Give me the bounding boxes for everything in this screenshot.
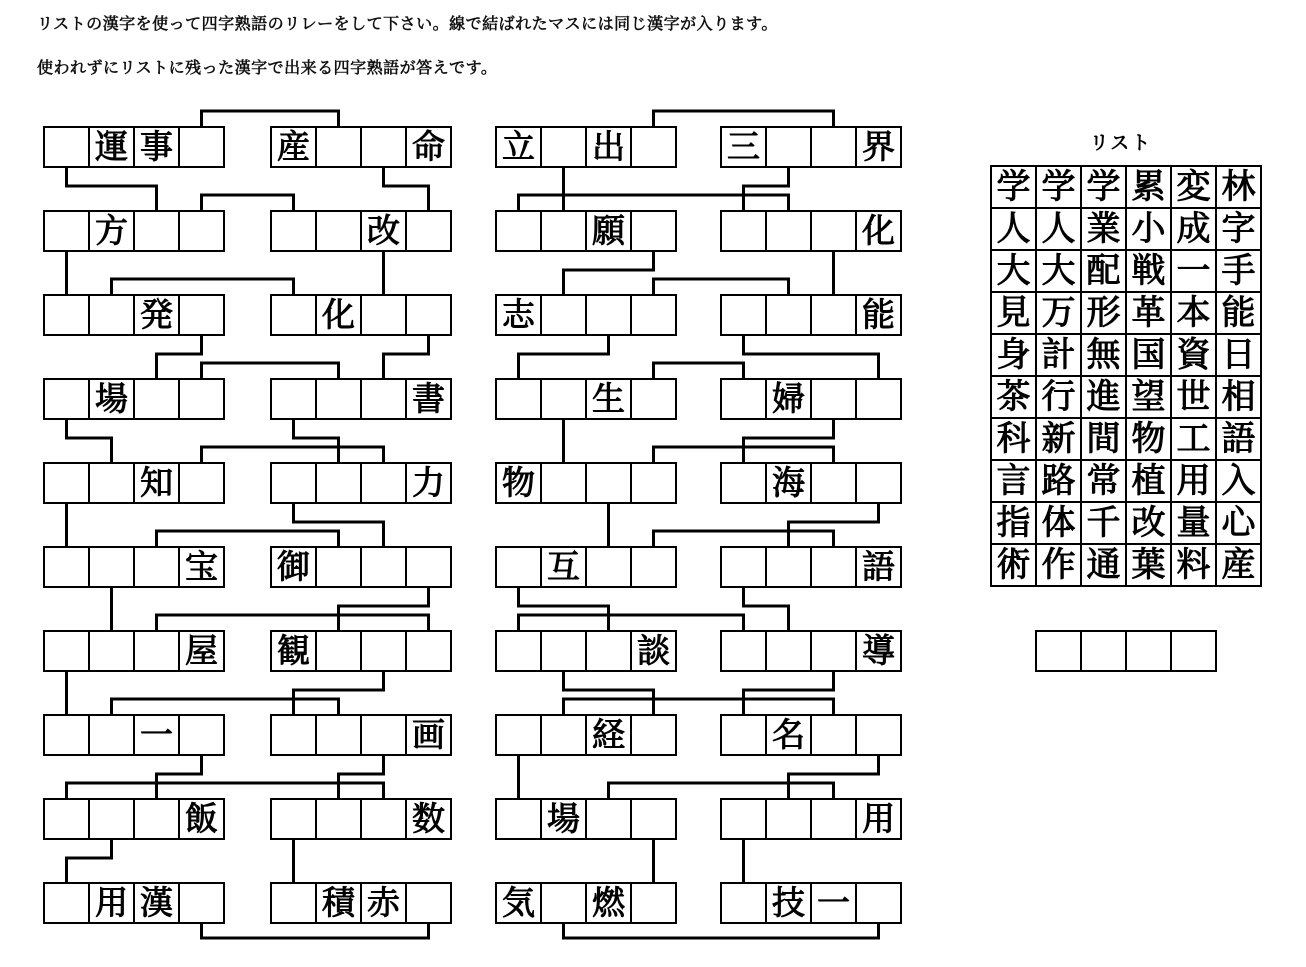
- puzzle-cell: [540, 294, 587, 336]
- connector: [564, 699, 834, 714]
- puzzle-cell: [43, 378, 90, 420]
- puzzle-cell-filled: 一: [810, 882, 857, 924]
- puzzle-cell: [495, 546, 542, 588]
- puzzle-cell-filled: 知: [133, 462, 180, 504]
- list-cell: 心: [1215, 501, 1262, 545]
- connector: [744, 672, 834, 714]
- puzzle-cell: [405, 630, 452, 672]
- puzzle-cell: [88, 546, 135, 588]
- list-cell: 茶: [990, 375, 1037, 419]
- puzzle-cell-filled: 場: [88, 378, 135, 420]
- puzzle-cell: [315, 714, 362, 756]
- connector: [654, 279, 789, 294]
- list-title: リスト: [1089, 132, 1153, 154]
- list-cell: 林: [1215, 165, 1262, 209]
- puzzle-cell: [270, 882, 317, 924]
- puzzle-cell: [630, 210, 677, 252]
- puzzle-cell: [43, 882, 90, 924]
- puzzle-cell: [315, 546, 362, 588]
- connector: [294, 504, 384, 546]
- puzzle-cell: [360, 798, 407, 840]
- puzzle-cell: [43, 462, 90, 504]
- connector: [564, 924, 879, 938]
- connector: [294, 672, 384, 714]
- puzzle-cell: [630, 882, 677, 924]
- list-cell: 物: [1125, 417, 1172, 461]
- connector: [609, 783, 834, 798]
- puzzle-cell: [315, 378, 362, 420]
- list-cell: 学: [1080, 165, 1127, 209]
- puzzle-cell: [630, 294, 677, 336]
- puzzle-cell: [495, 714, 542, 756]
- connector: [67, 783, 384, 798]
- list-cell: 手: [1215, 249, 1262, 293]
- puzzle-cell-filled: 燃: [585, 882, 632, 924]
- puzzle-cell: [855, 882, 902, 924]
- puzzle-cell-filled: 発: [133, 294, 180, 336]
- puzzle-cell-filled: 事: [133, 126, 180, 168]
- list-cell: 相: [1215, 375, 1262, 419]
- puzzle-cell: [315, 462, 362, 504]
- puzzle-cell: [810, 378, 857, 420]
- puzzle-cell: [630, 126, 677, 168]
- connector: [384, 168, 429, 210]
- puzzle-cell: [495, 210, 542, 252]
- puzzle-cell: [585, 294, 632, 336]
- puzzle-cell: [88, 714, 135, 756]
- list-cell: 配: [1080, 249, 1127, 293]
- answer-cell: [1170, 630, 1217, 672]
- puzzle-cell-filled: 改: [360, 210, 407, 252]
- connector: [112, 279, 294, 294]
- puzzle-cell: [43, 126, 90, 168]
- puzzle-cell-filled: 赤: [360, 882, 407, 924]
- list-cell: 能: [1215, 291, 1262, 335]
- puzzle-cell: [315, 798, 362, 840]
- list-cell: 形: [1080, 291, 1127, 335]
- list-cell: 世: [1170, 375, 1217, 419]
- connector: [202, 447, 384, 462]
- list-cell: 本: [1170, 291, 1217, 335]
- puzzle-cell: [630, 798, 677, 840]
- list-cell: 体: [1035, 501, 1082, 545]
- puzzle-cell: [178, 462, 225, 504]
- puzzle-cell: [540, 126, 587, 168]
- puzzle-cell: [810, 210, 857, 252]
- list-cell: 術: [990, 543, 1037, 587]
- list-cell: 言: [990, 459, 1037, 503]
- puzzle-cell: [178, 210, 225, 252]
- puzzle-cell: [43, 210, 90, 252]
- puzzle-cell: [540, 882, 587, 924]
- puzzle-cell: [315, 210, 362, 252]
- connector: [654, 111, 834, 126]
- puzzle-cell-filled: 観: [270, 630, 317, 672]
- puzzle-cell-filled: 生: [585, 378, 632, 420]
- list-cell: 成: [1170, 207, 1217, 251]
- connector: [202, 195, 294, 210]
- puzzle-cell-filled: 飯: [178, 798, 225, 840]
- list-cell: 累: [1125, 165, 1172, 209]
- puzzle-cell: [810, 126, 857, 168]
- puzzle-cell: [43, 294, 90, 336]
- list-cell: 業: [1080, 207, 1127, 251]
- connector: [157, 756, 202, 798]
- puzzle-cell: [810, 294, 857, 336]
- puzzle-cell: [720, 714, 767, 756]
- connector: [654, 531, 834, 546]
- connector: [202, 363, 339, 378]
- list-cell: 工: [1170, 417, 1217, 461]
- connector: [654, 447, 834, 462]
- puzzle-cell-filled: 場: [540, 798, 587, 840]
- puzzle-cell-filled: 婦: [765, 378, 812, 420]
- list-cell: 学: [990, 165, 1037, 209]
- list-cell: 作: [1035, 543, 1082, 587]
- puzzle-cell-filled: 化: [315, 294, 362, 336]
- list-cell: 通: [1080, 543, 1127, 587]
- connector: [112, 699, 339, 714]
- puzzle-cell: [270, 714, 317, 756]
- puzzle-cell-filled: 志: [495, 294, 542, 336]
- puzzle-cell: [765, 126, 812, 168]
- puzzle-cell: [133, 210, 180, 252]
- puzzle-cell: [178, 378, 225, 420]
- puzzle-cell: [585, 546, 632, 588]
- puzzle-cell: [720, 798, 767, 840]
- connector: [564, 252, 654, 294]
- puzzle-cell-filled: 談: [630, 630, 677, 672]
- puzzle-cell: [315, 630, 362, 672]
- connector: [294, 420, 339, 462]
- list-cell: 進: [1080, 375, 1127, 419]
- puzzle-cell: [855, 462, 902, 504]
- puzzle-cell-filled: 願: [585, 210, 632, 252]
- puzzle-cell-filled: 力: [405, 462, 452, 504]
- connector: [519, 336, 609, 378]
- connector: [744, 336, 879, 378]
- puzzle-cell: [360, 714, 407, 756]
- puzzle-cell: [810, 462, 857, 504]
- list-cell: 千: [1080, 501, 1127, 545]
- connector: [519, 615, 744, 630]
- puzzle-cell-filled: 界: [855, 126, 902, 168]
- connector: [67, 168, 157, 210]
- list-cell: 間: [1080, 417, 1127, 461]
- puzzle-cell-filled: 漢: [133, 882, 180, 924]
- puzzle-cell-filled: 運: [88, 126, 135, 168]
- puzzle-cell: [765, 294, 812, 336]
- puzzle-cell: [810, 798, 857, 840]
- puzzle-cell: [720, 210, 767, 252]
- connector: [519, 195, 789, 210]
- connector: [67, 840, 112, 882]
- answer-cell: [1125, 630, 1172, 672]
- connector: [339, 588, 429, 630]
- puzzle-cell-filled: 命: [405, 126, 452, 168]
- puzzle-cell-filled: 書: [405, 378, 452, 420]
- puzzle-cell: [360, 294, 407, 336]
- puzzle-cell: [540, 378, 587, 420]
- puzzle-cell: [270, 462, 317, 504]
- puzzle-cell: [88, 798, 135, 840]
- connector: [202, 924, 429, 938]
- list-cell: 大: [1035, 249, 1082, 293]
- list-cell: 葉: [1125, 543, 1172, 587]
- puzzle-cell: [540, 630, 587, 672]
- puzzle-cell-filled: 用: [88, 882, 135, 924]
- list-cell: 見: [990, 291, 1037, 335]
- list-cell: 身: [990, 333, 1037, 377]
- connector: [789, 756, 879, 798]
- puzzle-cell-filled: 産: [270, 126, 317, 168]
- puzzle-cell-filled: 用: [855, 798, 902, 840]
- puzzle-cell: [178, 294, 225, 336]
- list-cell: 新: [1035, 417, 1082, 461]
- answer-cell: [1035, 630, 1082, 672]
- connector: [339, 756, 384, 798]
- puzzle-cell: [810, 546, 857, 588]
- puzzle-cell: [178, 882, 225, 924]
- puzzle-cell: [178, 126, 225, 168]
- list-cell: 量: [1170, 501, 1217, 545]
- list-cell: 行: [1035, 375, 1082, 419]
- puzzle-cell: [720, 462, 767, 504]
- list-cell: 人: [1035, 207, 1082, 251]
- puzzle-cell-filled: 三: [720, 126, 767, 168]
- list-cell: 革: [1125, 291, 1172, 335]
- list-cell: 改: [1125, 501, 1172, 545]
- list-cell: 小: [1125, 207, 1172, 251]
- list-cell: 常: [1080, 459, 1127, 503]
- list-cell: 万: [1035, 291, 1082, 335]
- puzzle-cell: [630, 462, 677, 504]
- list-cell: 人: [990, 207, 1037, 251]
- puzzle-cell-filled: 化: [855, 210, 902, 252]
- puzzle-cell: [630, 714, 677, 756]
- puzzle-cell: [495, 378, 542, 420]
- puzzle-cell: [720, 630, 767, 672]
- puzzle-cell: [405, 882, 452, 924]
- puzzle-cell-filled: 方: [88, 210, 135, 252]
- puzzle-cell: [360, 546, 407, 588]
- puzzle-cell: [43, 714, 90, 756]
- puzzle-cell: [133, 546, 180, 588]
- puzzle-cell-filled: 物: [495, 462, 542, 504]
- puzzle-cell: [360, 462, 407, 504]
- connector: [744, 588, 789, 630]
- puzzle-cell: [43, 546, 90, 588]
- puzzle-cell: [855, 378, 902, 420]
- list-cell: 字: [1215, 207, 1262, 251]
- connector: [789, 504, 879, 546]
- puzzle-cell: [315, 126, 362, 168]
- list-cell: 科: [990, 417, 1037, 461]
- puzzle-cell: [360, 630, 407, 672]
- puzzle-cell: [133, 630, 180, 672]
- connector: [654, 363, 744, 378]
- puzzle-cell: [765, 630, 812, 672]
- list-cell: 料: [1170, 543, 1217, 587]
- puzzle-cell: [88, 462, 135, 504]
- puzzle-cell: [43, 798, 90, 840]
- list-cell: 用: [1170, 459, 1217, 503]
- puzzle-cell: [765, 210, 812, 252]
- list-cell: 植: [1125, 459, 1172, 503]
- puzzle-cell: [630, 378, 677, 420]
- puzzle-cell: [720, 882, 767, 924]
- puzzle-cell: [270, 294, 317, 336]
- puzzle-cell-filled: 名: [765, 714, 812, 756]
- puzzle-cell-filled: 気: [495, 882, 542, 924]
- puzzle-cell: [720, 378, 767, 420]
- connector: [744, 168, 789, 210]
- list-cell: 大: [990, 249, 1037, 293]
- puzzle-cell: [270, 378, 317, 420]
- puzzle-cell: [540, 714, 587, 756]
- puzzle-cell-filled: 数: [405, 798, 452, 840]
- puzzle-cell: [495, 798, 542, 840]
- puzzle-cell: [855, 714, 902, 756]
- puzzle-cell-filled: 導: [855, 630, 902, 672]
- connector: [202, 111, 339, 126]
- puzzle-cell: [133, 798, 180, 840]
- list-cell: 一: [1170, 249, 1217, 293]
- puzzle-cell-filled: 出: [585, 126, 632, 168]
- list-cell: 日: [1215, 333, 1262, 377]
- answer-cell: [1080, 630, 1127, 672]
- puzzle-cell: [630, 546, 677, 588]
- instruction-line-1: リストの漢字を使って四字熟語のリレーをして下さい。線で結ばれたマスには同じ漢字が入ります。: [37, 14, 778, 33]
- puzzle-cell: [270, 798, 317, 840]
- connector: [157, 336, 202, 378]
- puzzle-cell-filled: 語: [855, 546, 902, 588]
- puzzle-cell: [405, 210, 452, 252]
- connector: [519, 588, 609, 630]
- puzzle-cell: [495, 630, 542, 672]
- puzzle-cell: [810, 714, 857, 756]
- puzzle-cell: [133, 378, 180, 420]
- list-cell: 変: [1170, 165, 1217, 209]
- connector: [564, 672, 654, 714]
- list-cell: 学: [1035, 165, 1082, 209]
- connector: [157, 531, 339, 546]
- puzzle-cell: [540, 462, 587, 504]
- puzzle-cell: [88, 630, 135, 672]
- puzzle-cell: [765, 798, 812, 840]
- puzzle-cell: [720, 546, 767, 588]
- list-cell: 入: [1215, 459, 1262, 503]
- puzzle-cell-filled: 宝: [178, 546, 225, 588]
- list-cell: 計: [1035, 333, 1082, 377]
- puzzle-cell: [540, 210, 587, 252]
- puzzle-cell-filled: 立: [495, 126, 542, 168]
- instruction-line-2: 使われずにリストに残った漢字で出来る四字熟語が答えです。: [37, 58, 498, 77]
- list-cell: 無: [1080, 333, 1127, 377]
- puzzle-cell-filled: 海: [765, 462, 812, 504]
- list-cell: 資: [1170, 333, 1217, 377]
- list-cell: 望: [1125, 375, 1172, 419]
- puzzle-cell: [43, 630, 90, 672]
- puzzle-cell: [585, 630, 632, 672]
- list-cell: 戦: [1125, 249, 1172, 293]
- connector: [744, 420, 834, 462]
- puzzle-cell: [360, 378, 407, 420]
- list-cell: 産: [1215, 543, 1262, 587]
- puzzle-cell: [405, 294, 452, 336]
- puzzle-cell-filled: 画: [405, 714, 452, 756]
- puzzle-cell-filled: 技: [765, 882, 812, 924]
- puzzle-cell: [585, 798, 632, 840]
- list-cell: 語: [1215, 417, 1262, 461]
- puzzle-cell-filled: 御: [270, 546, 317, 588]
- puzzle-cell: [178, 714, 225, 756]
- puzzle-cell-filled: 屋: [178, 630, 225, 672]
- puzzle-cell: [765, 546, 812, 588]
- puzzle-cell: [810, 630, 857, 672]
- list-cell: 国: [1125, 333, 1172, 377]
- puzzle-cell: [720, 294, 767, 336]
- connector: [67, 420, 112, 462]
- puzzle-cell-filled: 経: [585, 714, 632, 756]
- puzzle-cell: [360, 126, 407, 168]
- connector: [157, 615, 429, 630]
- puzzle-cell-filled: 能: [855, 294, 902, 336]
- puzzle-cell-filled: 一: [133, 714, 180, 756]
- puzzle-cell: [405, 546, 452, 588]
- list-cell: 指: [990, 501, 1037, 545]
- puzzle-cell-filled: 互: [540, 546, 587, 588]
- list-cell: 路: [1035, 459, 1082, 503]
- puzzle-cell: [270, 210, 317, 252]
- puzzle-cell-filled: 積: [315, 882, 362, 924]
- connector: [384, 336, 429, 378]
- puzzle-cell: [585, 462, 632, 504]
- puzzle-cell: [88, 294, 135, 336]
